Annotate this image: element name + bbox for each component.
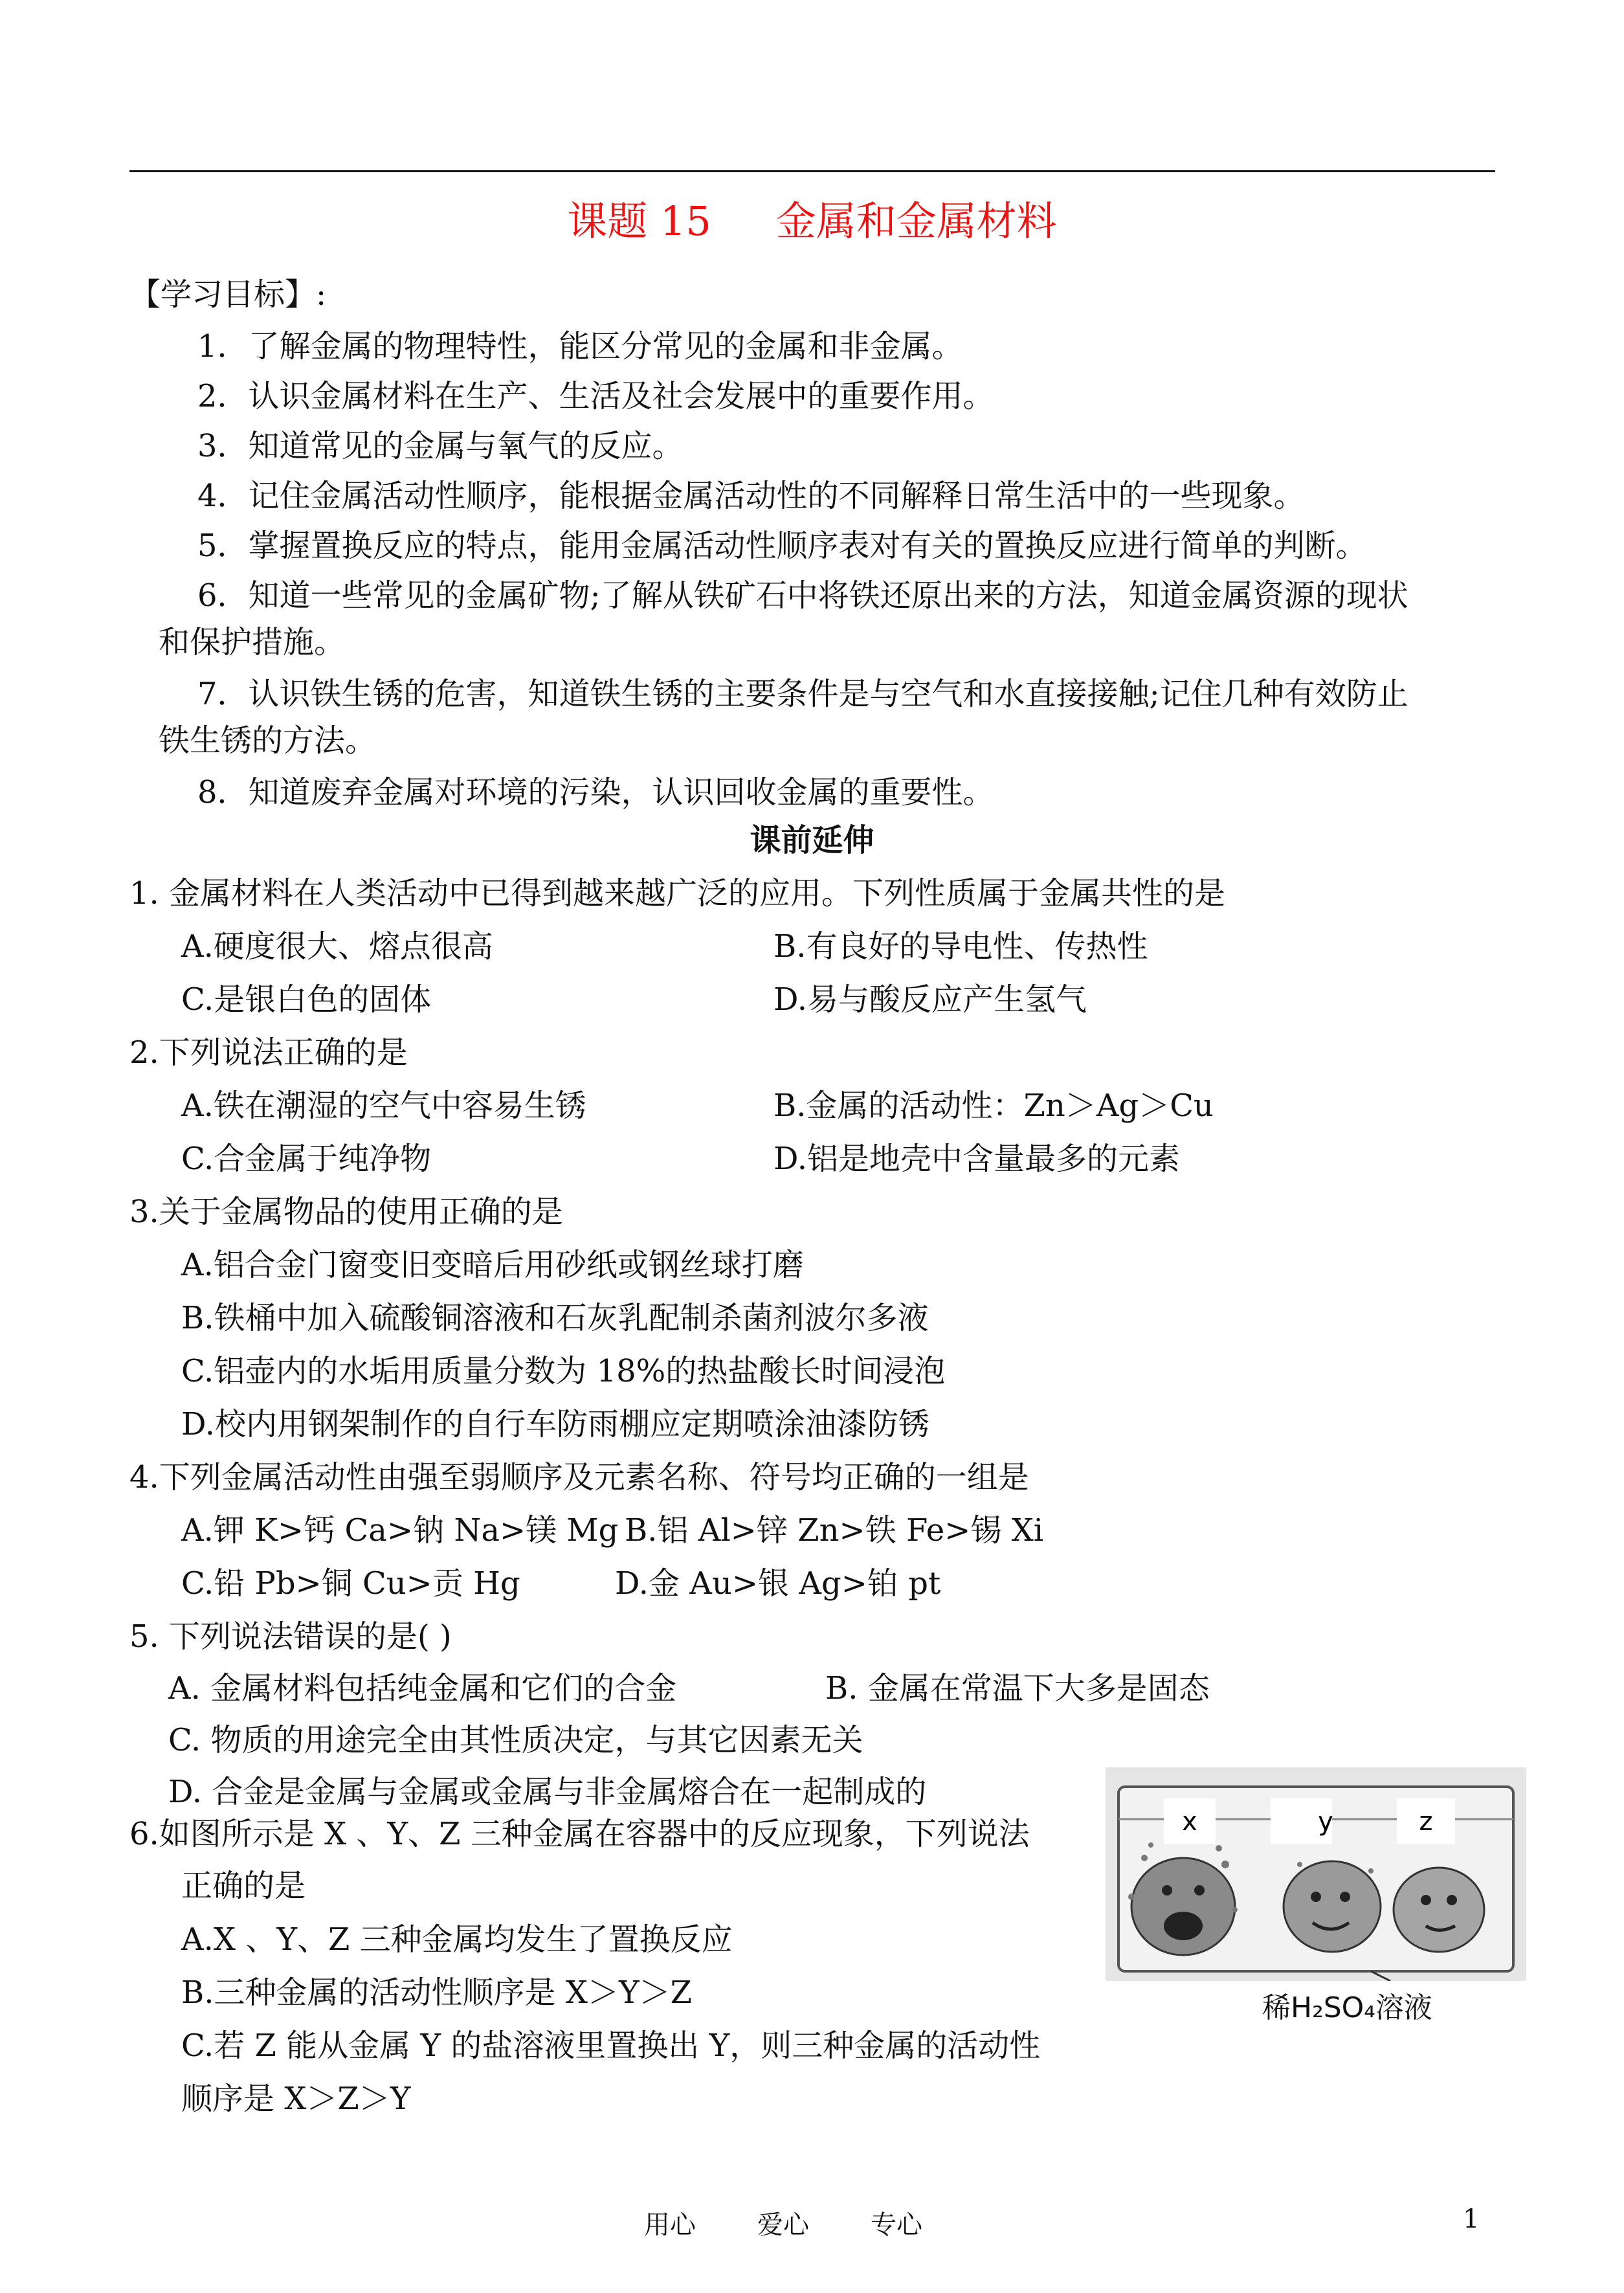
footer-text-2: 爱心 [757, 2210, 809, 2240]
option-b: B. 金属在常温下大多是固态 [825, 1670, 1210, 1706]
option-c: C. 物质的用途完全由其性质决定，与其它因素无关 [168, 1722, 863, 1758]
option-b: B.铝 Al>锌 Zn>铁 Fe>锡 Xi [625, 1512, 1044, 1549]
question-5-stem: 5. 下列说法错误的是( ) [129, 1618, 452, 1655]
objective-item: 2．认识金属材料在生产、生活及社会发展中的重要作用。 [197, 378, 994, 414]
header-rule [129, 170, 1495, 172]
option-d: D.易与酸反应产生氢气 [773, 981, 1087, 1018]
option-a: A.X 、Y、Z 三种金属均发生了置换反应 [181, 1921, 733, 1958]
option-c: C.是银白色的固体 [181, 981, 432, 1018]
option-c: C.铅 Pb>铜 Cu>贡 Hg [181, 1565, 520, 1602]
objective-item: 铁生锈的方法。 [159, 722, 377, 759]
metal-z-icon [1394, 1868, 1484, 1952]
objective-item: 8．知道废弃金属对环境的污染，认识回收金属的重要性。 [197, 774, 994, 811]
page-title [0, 189, 1624, 247]
objective-item: 1．了解金属的物理特性，能区分常见的金属和非金属。 [197, 328, 963, 364]
objectives-heading: 【学习目标】: [129, 276, 327, 313]
section-heading: 课前延伸 [750, 822, 874, 858]
objective-item: 6．知道一些常见的金属矿物;了解从铁矿石中将铁还原出来的方法，知道金属资源的现状 [197, 577, 1408, 614]
objective-item: 5．掌握置换反应的特点，能用金属活动性顺序表对有关的置换反应进行简单的判断。 [197, 528, 1367, 564]
reaction-beaker-figure [1106, 1767, 1526, 1981]
objective-item: 4．记住金属活动性顺序，能根据金属活动性的不同解释日常生活中的一些现象。 [197, 478, 1305, 514]
figure-caption: 稀H₂SO₄溶液 [1262, 1991, 1432, 2024]
metal-x-label: x [1182, 1807, 1197, 1837]
objective-item: 7．认识铁生锈的危害，知道铁生锈的主要条件是与空气和水直接接触;记住几种有效防止 [197, 676, 1408, 712]
option-c: C.若 Z 能从金属 Y 的盐溶液里置换出 Y，则三种金属的活动性 [181, 2028, 1041, 2064]
option-b: B.金属的活动性：Zn＞Ag＞Cu [773, 1088, 1214, 1124]
objective-item: 3．知道常见的金属与氧气的反应。 [197, 428, 684, 464]
option-d: D.校内用钢架制作的自行车防雨棚应定期喷涂油漆防锈 [181, 1406, 930, 1442]
option-c: C.铝壶内的水垢用质量分数为 18%的热盐酸长时间浸泡 [181, 1353, 946, 1389]
option-a: A.铁在潮湿的空气中容易生锈 [181, 1088, 586, 1124]
footer-text-3: 专心 [871, 2210, 922, 2240]
question-3-stem: 3.关于金属物品的使用正确的是 [129, 1194, 563, 1230]
page-number: 1 [1463, 2204, 1480, 2234]
metal-y-label: y [1318, 1807, 1333, 1837]
option-d: D.金 Au>银 Ag>铂 pt [615, 1565, 941, 1602]
option-a: A.硬度很大、熔点很高 [181, 928, 493, 965]
question-4-stem: 4.下列金属活动性由强至弱顺序及元素名称、符号均正确的一组是 [129, 1459, 1029, 1495]
option-c: C.合金属于纯净物 [181, 1141, 432, 1177]
question-6-stem-cont: 正确的是 [181, 1868, 306, 1904]
title-number: 课题 15 [567, 197, 711, 245]
option-c-cont: 顺序是 X＞Z＞Y [181, 2081, 411, 2117]
option-b: B.三种金属的活动性顺序是 X＞Y＞Z [181, 1974, 693, 2011]
option-d: D. 合金是金属与金属或金属与非金属熔合在一起制成的 [168, 1774, 927, 1810]
option-b: B.铁桶中加入硫酸铜溶液和石灰乳配制杀菌剂波尔多液 [181, 1300, 929, 1336]
footer-text-1: 用心 [644, 2210, 696, 2240]
option-a: A.铝合金门窗变旧变暗后用砂纸或钢丝球打磨 [181, 1247, 804, 1283]
metal-z-label: z [1419, 1807, 1433, 1837]
title-text: 金属和金属材料 [775, 197, 1057, 245]
option-b: B.有良好的导电性、传热性 [773, 928, 1148, 965]
objective-item: 和保护措施。 [159, 624, 346, 660]
question-6-stem: 6.如图所示是 X 、Y、Z 三种金属在容器中的反应现象，下列说法 [129, 1816, 1030, 1852]
metal-y-icon [1284, 1861, 1381, 1952]
question-1-stem: 1. 金属材料在人类活动中已得到越来越广泛的应用。下列性质属于金属共性的是 [129, 875, 1226, 912]
option-a: A.钾 K>钙 Ca>钠 Na>镁 Mg [181, 1512, 619, 1549]
option-a: A. 金属材料包括纯金属和它们的合金 [168, 1670, 677, 1706]
option-d: D.铝是地壳中含量最多的元素 [773, 1141, 1181, 1177]
question-2-stem: 2.下列说法正确的是 [129, 1035, 408, 1071]
